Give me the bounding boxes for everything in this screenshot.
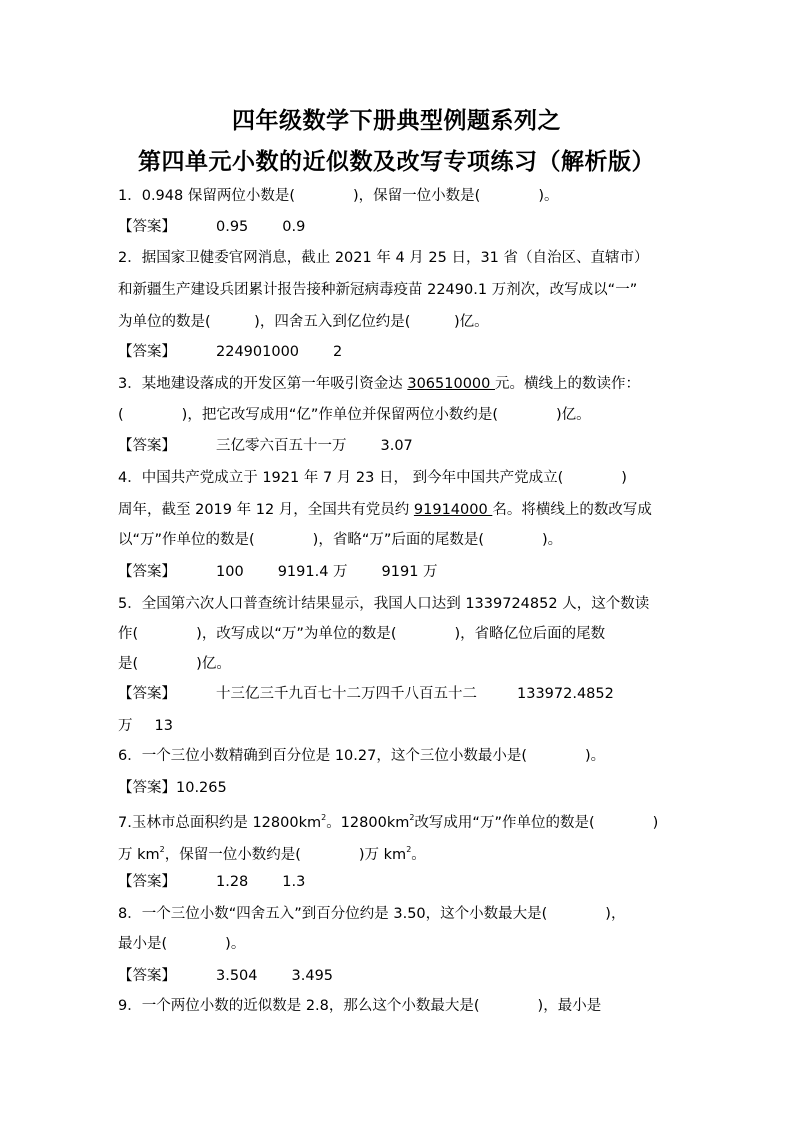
question-4-answer bbox=[118, 562, 683, 582]
underlined-number: 91914000 bbox=[413, 502, 493, 518]
text-segment: 。12800km bbox=[326, 815, 410, 831]
question-2-answer bbox=[118, 342, 683, 362]
question-1-answer bbox=[118, 217, 683, 237]
question-5-text-line3: 是( )亿。 bbox=[118, 656, 231, 672]
question-2-text-line1: 2．据国家卫健委官网消息，截止 2021 年 4 月 25 日，31 省（自治区、直辖市） bbox=[118, 250, 649, 266]
question-4-text-line1: 4．中国共产党成立于 1921 年 7 月 23 日， 到今年中国共产党成立( ) bbox=[118, 470, 627, 486]
question-5-text-line2: 作( )，改写成以“万”为单位的数是( )，省略亿位后面的尾数 bbox=[118, 626, 606, 642]
answer-value: 9191.4 万 bbox=[277, 564, 348, 580]
question-7-answer bbox=[118, 872, 683, 892]
question-7-text-line1 bbox=[118, 808, 683, 833]
text-segment: ，保留一位小数约是( )万 km bbox=[164, 847, 407, 863]
question-2-text-line2: 和新疆生产建设兵团累计报告接种新冠病毒疫苗 22490.1 万剂次，改写成以“一” bbox=[118, 282, 638, 298]
question-8-answer bbox=[118, 966, 683, 986]
question-4-text-line3: 以“万”作单位的数是( )，省略“万”后面的尾数是( )。 bbox=[118, 532, 563, 548]
answer-value: 3.07 bbox=[380, 438, 413, 454]
answer-value: 9191 万 bbox=[381, 564, 438, 580]
text-segment: 元。横线上的数读作： bbox=[494, 376, 640, 392]
answer-value: 1.28 bbox=[216, 874, 249, 890]
question-5-answer bbox=[118, 684, 683, 704]
answer-value: 1.3 bbox=[282, 874, 306, 890]
question-2-text-line3: 为单位的数是( )，四舍五入到亿位约是( )亿。 bbox=[118, 314, 489, 330]
answer-label: 【答案】 bbox=[118, 686, 176, 702]
answer-unit: 万 bbox=[118, 718, 133, 734]
answer-value: 0.95 bbox=[216, 219, 249, 235]
superscript: 2 bbox=[409, 813, 415, 822]
answer-label: 【答案】 bbox=[118, 780, 176, 796]
superscript: 2 bbox=[159, 845, 165, 854]
question-5-answer-cont bbox=[118, 716, 683, 736]
answer-label: 【答案】 bbox=[118, 874, 176, 890]
question-1-text: 1．0.948 保留两位小数是( )，保留一位小数是( )。 bbox=[118, 188, 559, 204]
question-6-text: 6．一个三位小数精确到百分位是 10.27，这个三位小数最小是( )。 bbox=[118, 748, 606, 764]
text-segment: 3．某地建设落成的开发区第一年吸引资金达 bbox=[118, 376, 408, 392]
answer-label: 【答案】 bbox=[118, 564, 176, 580]
answer-value: 2 bbox=[333, 344, 343, 360]
answer-value: 0.9 bbox=[282, 219, 306, 235]
text-segment: 名。将横线上的数改写成 bbox=[492, 502, 652, 518]
answer-value: 224901000 bbox=[216, 344, 300, 360]
document-title-line2: 第四单元小数的近似数及改写专项练习（解析版） bbox=[138, 149, 655, 175]
answer-label: 【答案】 bbox=[118, 219, 176, 235]
underlined-number: 306510000 bbox=[407, 376, 495, 392]
answer-value: 133972.4852 bbox=[517, 686, 614, 702]
text-segment: 。 bbox=[411, 847, 426, 863]
question-4-text-line2 bbox=[118, 500, 683, 520]
question-6-answer bbox=[118, 778, 683, 798]
question-3-text-line2: ( )，把它改写成用“亿”作单位并保留两位小数约是( )亿。 bbox=[118, 407, 591, 423]
superscript: 2 bbox=[406, 845, 412, 854]
answer-value: 三亿零六百五十一万 bbox=[216, 438, 347, 454]
superscript: 2 bbox=[321, 813, 327, 822]
answer-label: 【答案】 bbox=[118, 344, 176, 360]
question-3-text-line1 bbox=[118, 374, 683, 394]
question-7-text-line2 bbox=[118, 840, 683, 865]
text-segment: 万 km bbox=[118, 847, 160, 863]
text-segment: 改写成用“万”作单位的数是( ) bbox=[414, 815, 659, 831]
answer-value: 10.265 bbox=[176, 780, 227, 796]
answer-label: 【答案】 bbox=[118, 968, 176, 984]
question-8-text-line1: 8．一个三位小数“四舍五入”到百分位约是 3.50，这个小数最大是( )， bbox=[118, 906, 626, 922]
question-5-text-line1: 5．全国第六次人口普查统计结果显示，我国人口达到 1339724852 人，这个数读 bbox=[118, 596, 650, 612]
text-segment: 7.玉林市总面积约是 12800km bbox=[118, 815, 322, 831]
text-segment: 周年，截至 2019 年 12 月，全国共有党员约 bbox=[118, 502, 414, 518]
document-title-line1: 四年级数学下册典型例题系列之 bbox=[232, 108, 561, 134]
answer-value: 100 bbox=[216, 564, 244, 580]
answer-value: 13 bbox=[154, 718, 173, 734]
question-3-answer bbox=[118, 436, 683, 456]
question-9-text: 9．一个两位小数的近似数是 2.8，那么这个小数最大是( )，最小是 bbox=[118, 998, 602, 1014]
question-8-text-line2: 最小是( )。 bbox=[118, 936, 246, 952]
answer-value: 3.504 bbox=[216, 968, 258, 984]
answer-label: 【答案】 bbox=[118, 438, 176, 454]
answer-value: 十三亿三千九百七十二万四千八百五十二 bbox=[216, 686, 477, 702]
answer-value: 3.495 bbox=[291, 968, 334, 984]
